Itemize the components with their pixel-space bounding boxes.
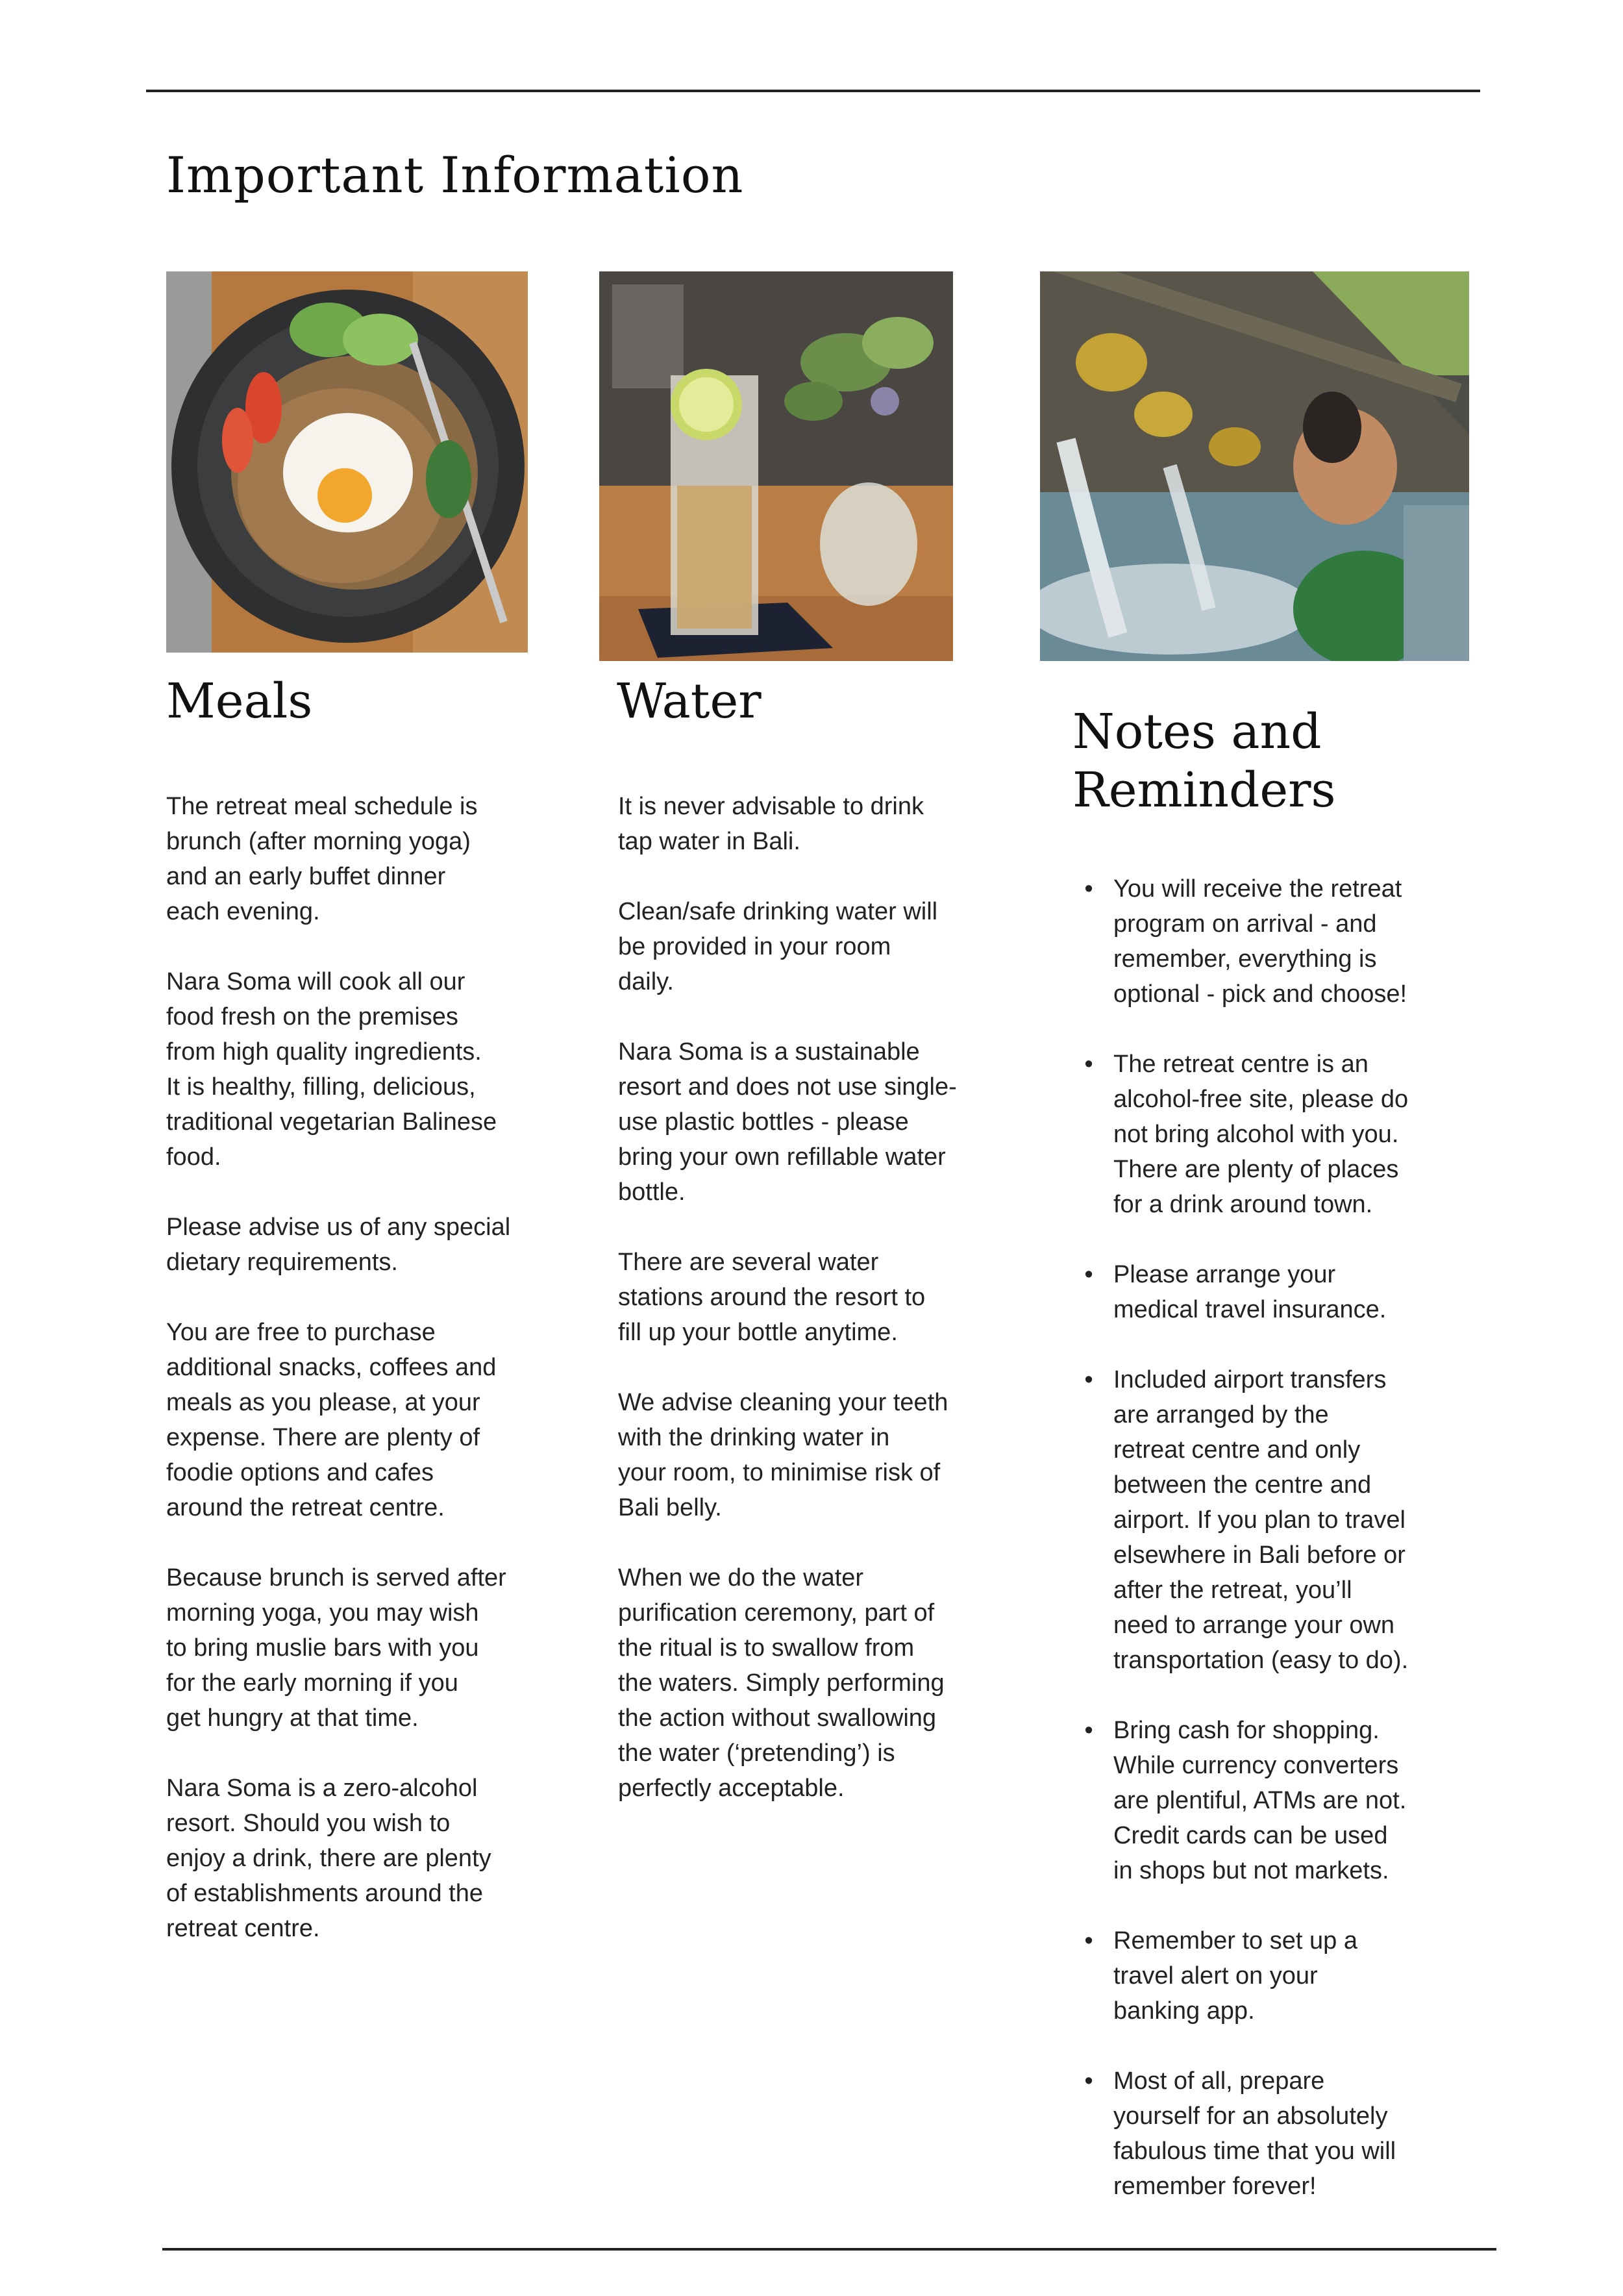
top-rule	[146, 90, 1480, 92]
water-paragraph: Nara Soma is a sustainable resort and does not use single- use plastic bottles - please bring your own refillable water bottle.	[618, 1038, 957, 1206]
water-paragraph: It is never advisable to drink tap water in Bali.	[618, 793, 924, 855]
meals-text	[166, 789, 569, 1981]
notes-list-item	[1081, 1923, 1496, 2028]
notes-list-item	[1081, 2064, 1496, 2204]
notes-list-item	[1081, 1713, 1496, 1888]
bullet-icon: •	[1084, 875, 1093, 903]
notes-item-text: You will receive the retreat program on arrival - and remember, everything is optional - pick and choose!	[1113, 875, 1407, 1008]
temple-water-photo	[1040, 271, 1469, 661]
notes-list-item	[1081, 1257, 1496, 1327]
water-glass-photo	[599, 271, 953, 661]
bullet-icon: •	[1084, 1717, 1093, 1744]
notes-item-text: Most of all, prepare yourself for an absolutely fabulous time that you will remember forever!	[1113, 2067, 1396, 2200]
meals-paragraph: You are free to purchase additional snacks, coffees and meals as you please, at your expense. There are plenty of foodie options and cafes around the retreat centre.	[166, 1319, 497, 1521]
water-heading: Water	[617, 673, 762, 729]
notes-heading: Notes and Reminders	[1072, 704, 1336, 818]
notes-item-text: The retreat centre is an alcohol-free site, please do not bring alcohol with you. There are plenty of places for a drink around town.	[1113, 1051, 1409, 1218]
bullet-icon: •	[1084, 1366, 1093, 1393]
bullet-icon: •	[1084, 1261, 1093, 1288]
notes-item-text: Bring cash for shopping. While currency converters are plentiful, ATMs are not. Credit cards can be used in shops but not markets.	[1113, 1717, 1407, 1884]
water-paragraph: When we do the water purification ceremony, part of the ritual is to swallow from the waters. Simply performing the action without swallowing the water (‘pretending’) is perfectly acceptable.	[618, 1564, 945, 1802]
notes-list-item	[1081, 1047, 1496, 1222]
bullet-icon: •	[1084, 1051, 1093, 1078]
page-title: Important Information	[166, 146, 744, 204]
meals-paragraph: Nara Soma will cook all our food fresh on the premises from high quality ingredients. It is healthy, filling, delicious, traditional vegetarian Balinese food.	[166, 968, 497, 1171]
water-paragraph: We advise cleaning your teeth with the drinking water in your room, to minimise risk of Bali belly.	[618, 1389, 948, 1521]
notes-list-item	[1081, 871, 1496, 1012]
notes-item-text: Please arrange your medical travel insurance.	[1113, 1261, 1387, 1323]
water-text	[618, 789, 1021, 1841]
notes-list-item	[1081, 1362, 1496, 1678]
bullet-icon: •	[1084, 1927, 1093, 1954]
meal-bowl-photo	[166, 271, 528, 653]
bullet-icon: •	[1084, 2067, 1093, 2095]
bottom-rule	[162, 2248, 1496, 2251]
notes-list	[1081, 871, 1496, 2239]
meals-heading: Meals	[166, 673, 313, 729]
notes-item-text: Remember to set up a travel alert on your banking app.	[1113, 1927, 1357, 2025]
meals-paragraph: The retreat meal schedule is brunch (after morning yoga) and an early buffet dinner each evening.	[166, 793, 478, 925]
meals-paragraph: Nara Soma is a zero-alcohol resort. Should you wish to enjoy a drink, there are plenty of establishments around the retreat centre.	[166, 1775, 491, 1942]
meals-paragraph: Because brunch is served after morning yoga, you may wish to bring muslie bars with you for the early morning if you get hungry at that time.	[166, 1564, 506, 1732]
water-paragraph: Clean/safe drinking water will be provided in your room daily.	[618, 898, 938, 995]
meals-paragraph: Please advise us of any special dietary requirements.	[166, 1214, 511, 1276]
notes-item-text: Included airport transfers are arranged by the retreat centre and only between the centre and airport. If you plan to travel elsewhere in Bali before or after the retreat, you’ll need to arrange your own transportation (easy to do).	[1113, 1366, 1409, 1674]
water-paragraph: There are several water stations around the resort to fill up your bottle anytime.	[618, 1249, 926, 1346]
